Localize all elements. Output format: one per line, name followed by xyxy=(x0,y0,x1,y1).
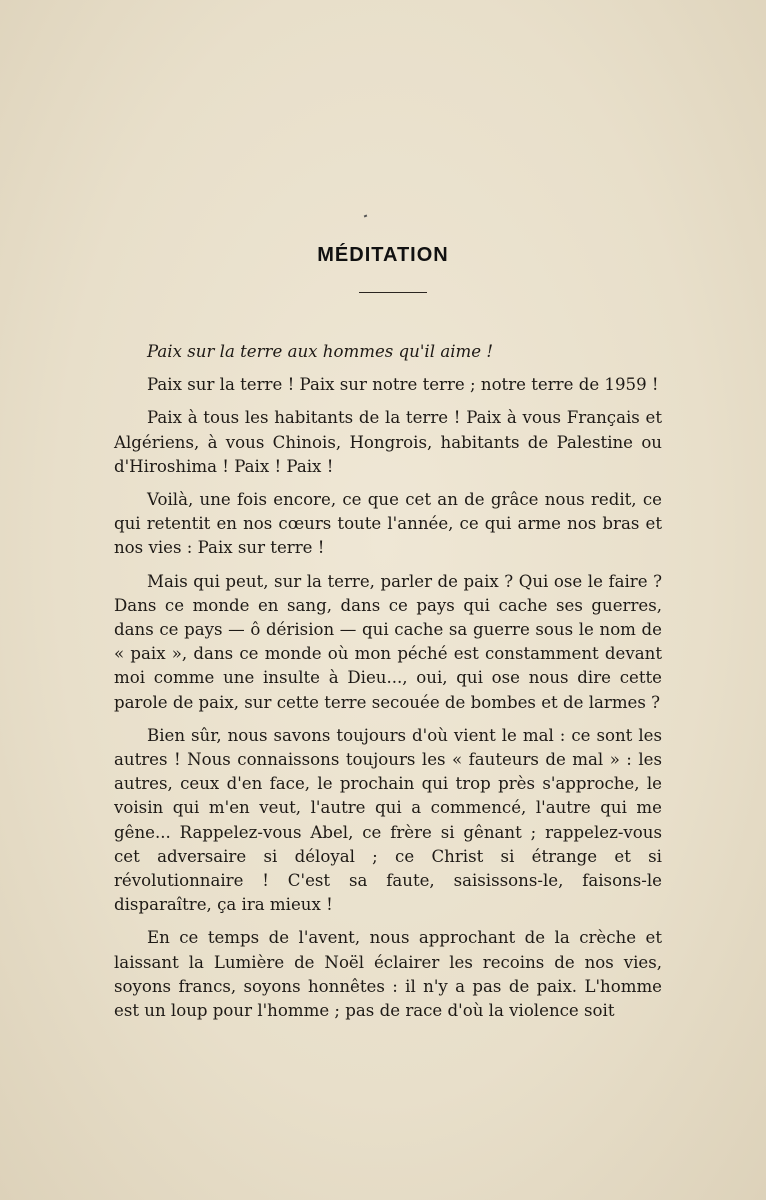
paragraph: En ce temps de l'avent, nous approchant de la crèche et laissant la Lumière de Noël éclairer les recoins de nos vies, soyons francs, soyons honnêtes : il n'y a pas de paix. L'homme est un loup pour l'homme ; pas de race d'où la violence soit xyxy=(114,928,662,1021)
epigraph: Paix sur la terre aux hommes qu'il aime ! xyxy=(147,342,494,361)
paragraph: Voilà, une fois encore, ce que cet an de grâce nous redit, ce qui retentit en nos cœurs toute l'année, ce qui arme nos bras et nos vies : Paix sur terre ! xyxy=(114,490,662,558)
body-text xyxy=(114,340,662,1032)
paragraph: Paix sur la terre ! Paix sur notre terre ; notre terre de 1959 ! xyxy=(147,375,659,395)
ink-speck xyxy=(364,215,368,218)
paragraph: Paix à tous les habitants de la terre ! Paix à vous Français et Algériens, à vous Chinois, Hongrois, habitants de Palestine ou d'Hiroshima ! Paix ! Paix ! xyxy=(114,408,662,476)
page-title: MÉDITATION xyxy=(317,244,449,266)
paragraph: Mais qui peut, sur la terre, parler de paix ? Qui ose le faire ? Dans ce monde en sang, dans ce pays qui cache ses guerres, dans ce pays — ô dérision — qui cache sa guerre sous le nom de « paix », dans ce monde où mon péché est constamment devant moi comme une insulte à Dieu..., oui, qui ose nous dire cette parole de paix, sur cette terre secouée de bombes et de larmes ? xyxy=(114,571,662,712)
paragraph: Bien sûr, nous savons toujours d'où vient le mal : ce sont les autres ! Nous connaissons toujours les « fauteurs de mal » : les autres, ceux d'en face, le prochain qui trop près s'approche, le voisin qui m'en veut, l'autre qui a commencé, l'autre qui me gêne... Rappelez-vous Abel, ce frère si gênant ; rappelez-vous cet adversaire si déloyal ; ce Christ si étrange et si révolutionnaire ! C'est sa faute, saisissons-le, faisons-le disparaître, ça ira mieux ! xyxy=(114,725,662,915)
title-divider xyxy=(359,292,427,293)
